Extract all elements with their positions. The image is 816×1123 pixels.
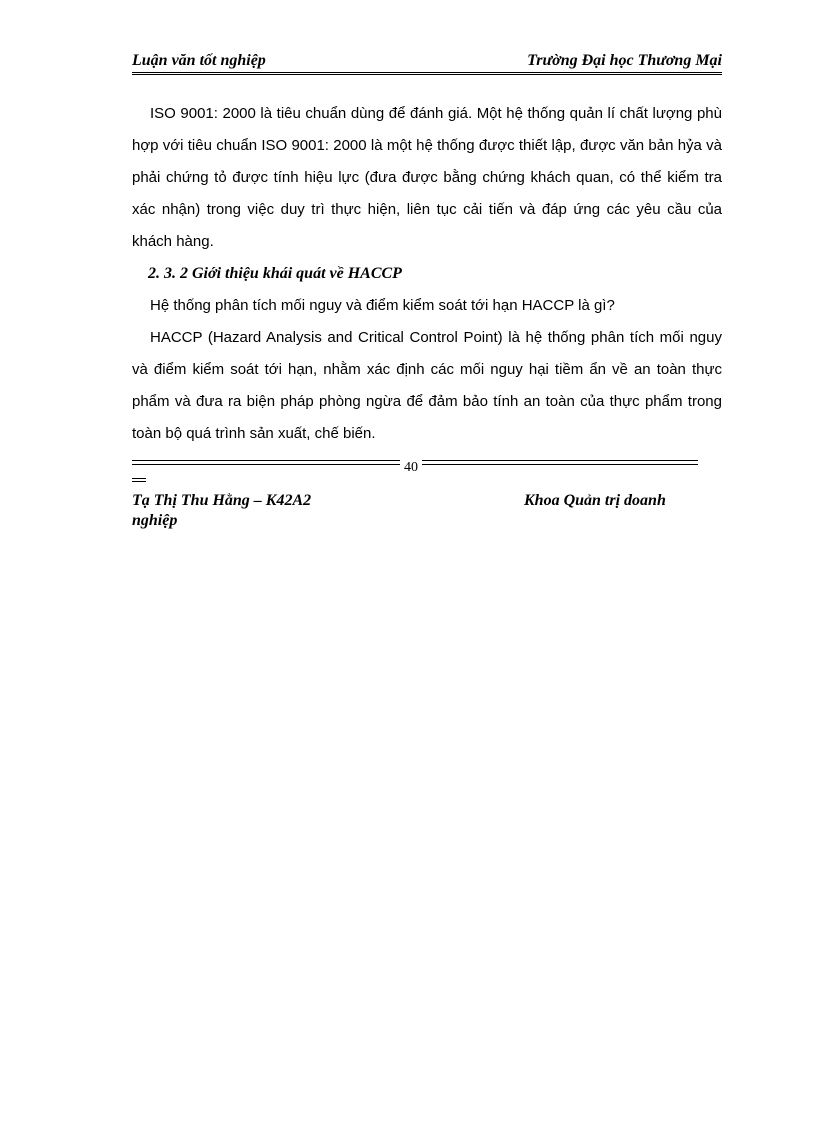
paragraph-question: Hệ thống phân tích mối nguy và điểm kiểm soát tới hạn HACCP là gì? xyxy=(150,297,615,314)
section-heading: 2. 3. 2 Giới thiệu khái quát về HACCP xyxy=(148,265,402,282)
header-university: Trường Đại học Thương Mại xyxy=(527,52,722,69)
footer-department-cont: nghiệp xyxy=(132,512,178,529)
header-thesis-label: Luận văn tốt nghiệp xyxy=(132,52,266,69)
footer-department: Khoa Quản trị doanh xyxy=(524,492,666,509)
page-body xyxy=(132,98,722,450)
paragraph-haccp: HACCP (Hazard Analysis and Critical Control Point) là hệ thống phân tích mối nguy và điểm kiểm soát tới hạn, nhằm xác định các mối nguy hại tiềm ẩn về an toàn thực phẩm và đưa ra biện pháp phòng ngừa để đảm bảo tính an toàn của thực phẩm trong toàn bộ quá trình sản xuất, chế biến. xyxy=(132,329,722,442)
footer-mark-2 xyxy=(132,481,146,482)
paragraph-iso: ISO 9001: 2000 là tiêu chuẩn dùng để đánh giá. Một hệ thống quản lí chất lượng phù hợp với tiêu chuẩn ISO 9001: 2000 là một hệ thống được thiết lập, được văn bản hỷa và phải chứng tỏ được tính hiệu lực (đưa được bằng chứng khách quan, có thể kiểm tra xác nhận) trong việc duy trì thực hiện, liên tục cải tiến và đáp ứng các yêu cầu của khách hàng. xyxy=(132,105,722,250)
footer-mark xyxy=(132,478,146,479)
page-number: 40 xyxy=(400,460,422,476)
page-header xyxy=(132,50,722,74)
footer-author: Tạ Thị Thu Hằng – K42A2 xyxy=(132,492,312,509)
header-rule xyxy=(132,72,722,75)
